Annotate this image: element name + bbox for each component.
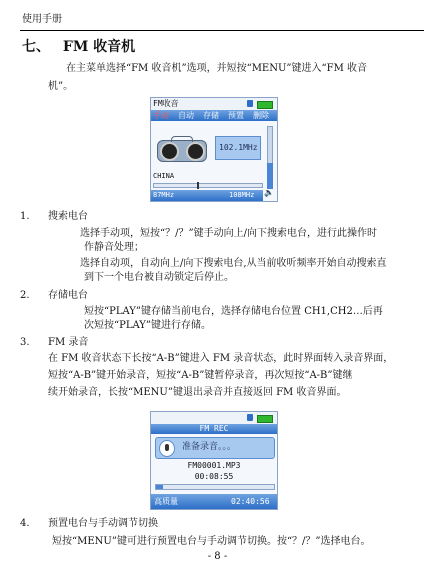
- lock-icon: [247, 100, 253, 107]
- record-remaining: 02:40:56: [231, 497, 270, 506]
- section-number: 七、: [22, 39, 50, 55]
- tab-delete[interactable]: 删除: [253, 111, 269, 120]
- record-quality: 高质量: [154, 497, 178, 506]
- item-1-title: 搜索电台: [48, 211, 88, 222]
- section-title: [22, 38, 135, 56]
- record-progress-fill: [156, 485, 163, 489]
- record-status-box: [155, 437, 275, 459]
- frequency-display: [215, 136, 261, 160]
- battery-icon: [257, 415, 273, 423]
- fm-radio-screen: [150, 97, 278, 202]
- section-title-text: FM 收音机: [62, 39, 136, 55]
- record-filename: FM00001.MP3: [187, 461, 241, 470]
- item-4-line-1: 短按“MENU”键可进行预置电台与手动调节切换。按“？/？”选择电台。: [52, 536, 371, 547]
- item-2-line-1: 短按“PLAY”键存储当前电台，选择存储电台位置 CH1,CH2…后再: [84, 306, 383, 317]
- item-3-line-1: 在 FM 收音状态下长按“A-B”键进入 FM 录音状态，此时界面转入录音界面，: [48, 353, 394, 364]
- item-3-line-2: 短按“A-B”键开始录音，短按“A-B”键暂停录音，再次短按“A-B”键继: [48, 370, 353, 381]
- range-bar: [151, 190, 263, 201]
- fm-record-screen: [150, 411, 278, 510]
- screen2-titlebar: [151, 424, 277, 434]
- screen2-statusbar: [151, 412, 277, 424]
- tab-auto[interactable]: 自动: [178, 111, 194, 120]
- header-title: 使用手册: [22, 14, 62, 25]
- item-3-number: 3.: [20, 337, 30, 348]
- radio-icon: [157, 136, 205, 162]
- item-2-line-2: 次短按“PLAY”键进行存储。: [84, 320, 212, 331]
- tab-manual[interactable]: 手动: [153, 111, 169, 120]
- item-1-line-3: 选择自动项，自动向上/向下搜索电台,从当前收听频率开始自动搜索直: [80, 258, 387, 269]
- item-1-number: 1.: [20, 211, 30, 222]
- battery-icon: [257, 101, 273, 109]
- screen1-title: FM收音: [153, 99, 179, 108]
- header-divider: [20, 30, 424, 31]
- region-label: CHINA: [153, 172, 175, 180]
- screen1-tabbar: [151, 110, 277, 121]
- item-3-line-3: 续开始录音，长按“MENU”键退出录音并直接返回 FM 收音界面。: [48, 387, 347, 398]
- item-4-number: 4.: [20, 518, 30, 529]
- item-1-line-1: 选择手动项，短按“？/？”键手动向上/向下搜索电台，进行此操作时: [80, 228, 377, 239]
- item-4-title: 预置电台与手动调节切换: [48, 518, 158, 529]
- record-progress: [155, 484, 275, 490]
- item-2-number: 2.: [20, 290, 30, 301]
- lock-icon: [247, 414, 253, 421]
- item-1-line-4: 到下一个电台被自动锁定后停止。: [84, 272, 234, 283]
- tab-store[interactable]: 存储: [203, 111, 219, 120]
- tuning-scale: [153, 183, 263, 188]
- frequency-value: 102.1MHz: [219, 143, 258, 152]
- microphone-icon: [159, 440, 175, 457]
- item-1-line-2: 作静音处理；: [84, 242, 144, 253]
- tuning-marker: [197, 182, 199, 189]
- range-min: 87MHz: [153, 191, 175, 199]
- volume-fill: [267, 163, 273, 189]
- record-elapsed: 00:08:55: [194, 472, 234, 481]
- section-intro-line-2: 机”。: [48, 81, 74, 92]
- tab-preset[interactable]: 预置: [228, 111, 244, 120]
- screen1-titlebar: [151, 98, 277, 110]
- range-max: 108MHz: [229, 191, 255, 199]
- volume-icon: 🔈: [264, 188, 274, 197]
- item-2-title: 存储电台: [48, 290, 88, 301]
- record-status-text: 准备录音。。。: [182, 442, 237, 452]
- volume-slider[interactable]: [267, 126, 273, 188]
- page-number: - 8 -: [207, 551, 228, 562]
- item-3-title: FM 录音: [48, 337, 89, 348]
- screen2-title: FM REC: [199, 424, 229, 433]
- record-bottom-bar: [151, 494, 277, 509]
- section-intro-line-1: 在主菜单选择“FM 收音机”选项，并短按“MENU”键进入“FM 收音: [66, 63, 367, 74]
